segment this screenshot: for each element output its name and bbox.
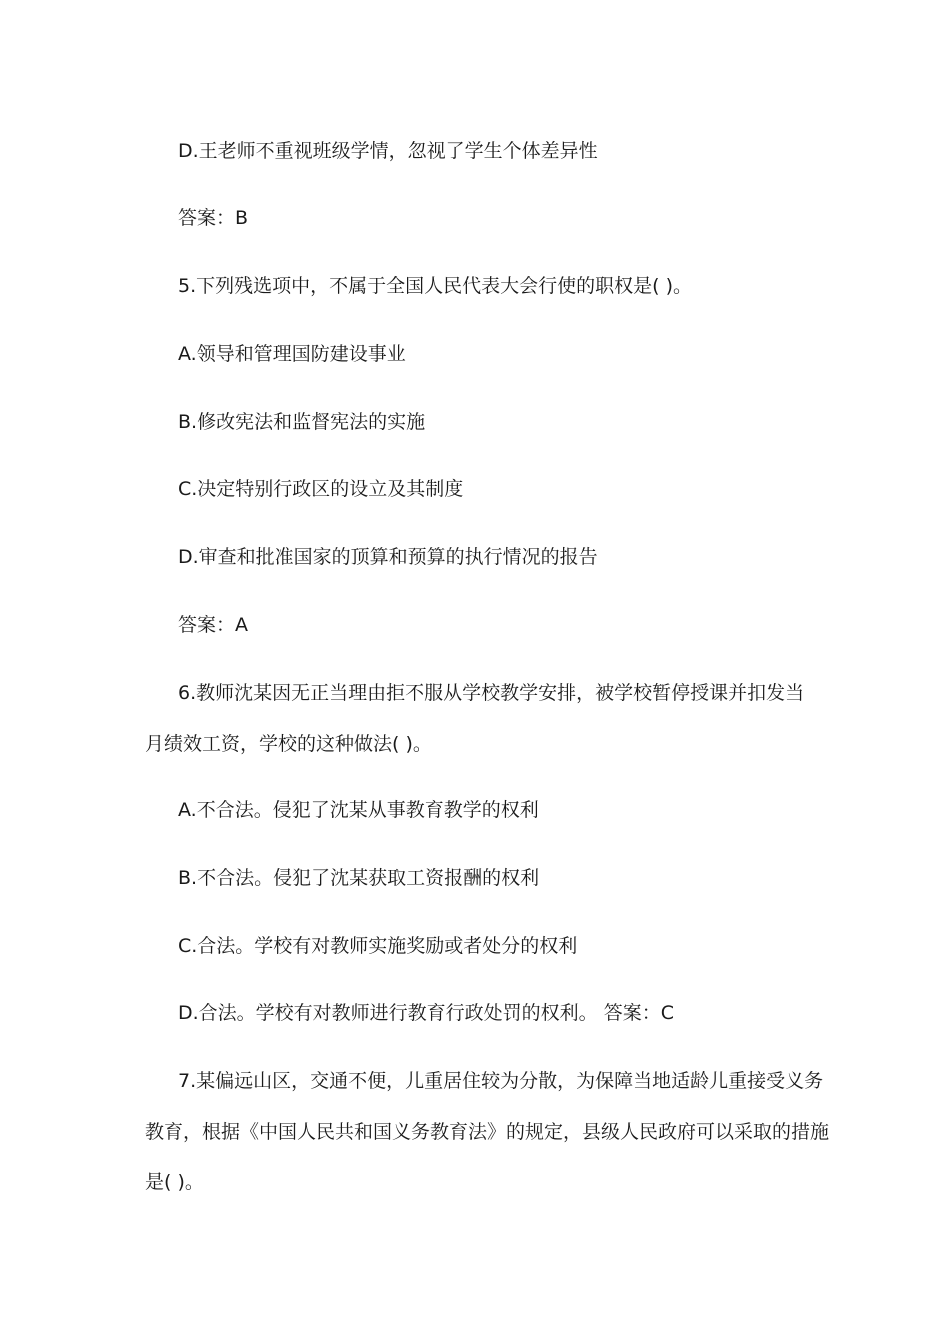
q4-answer: 答案：B	[178, 207, 249, 229]
q6-option-a: A.不合法。侵犯了沈某从事教育教学的权利	[178, 799, 539, 821]
q5-answer: 答案：A	[178, 614, 248, 636]
q7-stem-line2: 教育，根据《中国人民共和国义务教育法》的规定，县级人民政府可以采取的措施	[145, 1121, 830, 1143]
q4-option-d: D.王老师不重视班级学情，忽视了学生个体差异性	[178, 140, 598, 162]
q6-option-d-answer: D.合法。学校有对教师进行教育行政处罚的权利。 答案：C	[178, 1002, 674, 1024]
q6-stem-line2: 月绩效工资，学校的这种做法( )。	[145, 733, 432, 755]
q5-stem: 5.下列残选项中，不属于全国人民代表大会行使的职权是( )。	[178, 275, 692, 297]
q7-stem-line1: 7.某偏远山区，交通不便，儿重居住较为分散，为保障当地适龄儿重接受义务	[178, 1070, 824, 1092]
q6-stem-line1: 6.教师沈某因无正当理由拒不服从学校教学安排，被学校暂停授课并扣发当	[178, 682, 805, 704]
q6-option-c: C.合法。学校有对教师实施奖励或者处分的权利	[178, 935, 578, 957]
q6-option-b: B.不合法。侵犯了沈某获取工资报酬的权利	[178, 867, 540, 889]
q5-option-d: D.审查和批准国家的顶算和预算的执行情况的报告	[178, 546, 598, 568]
q5-option-c: C.决定特别行政区的设立及其制度	[178, 478, 464, 500]
q5-option-a: A.领导和管理国防建设事业	[178, 343, 406, 365]
q5-option-b: B.修改宪法和监督宪法的实施	[178, 411, 426, 433]
q7-stem-line3: 是( )。	[145, 1171, 204, 1193]
